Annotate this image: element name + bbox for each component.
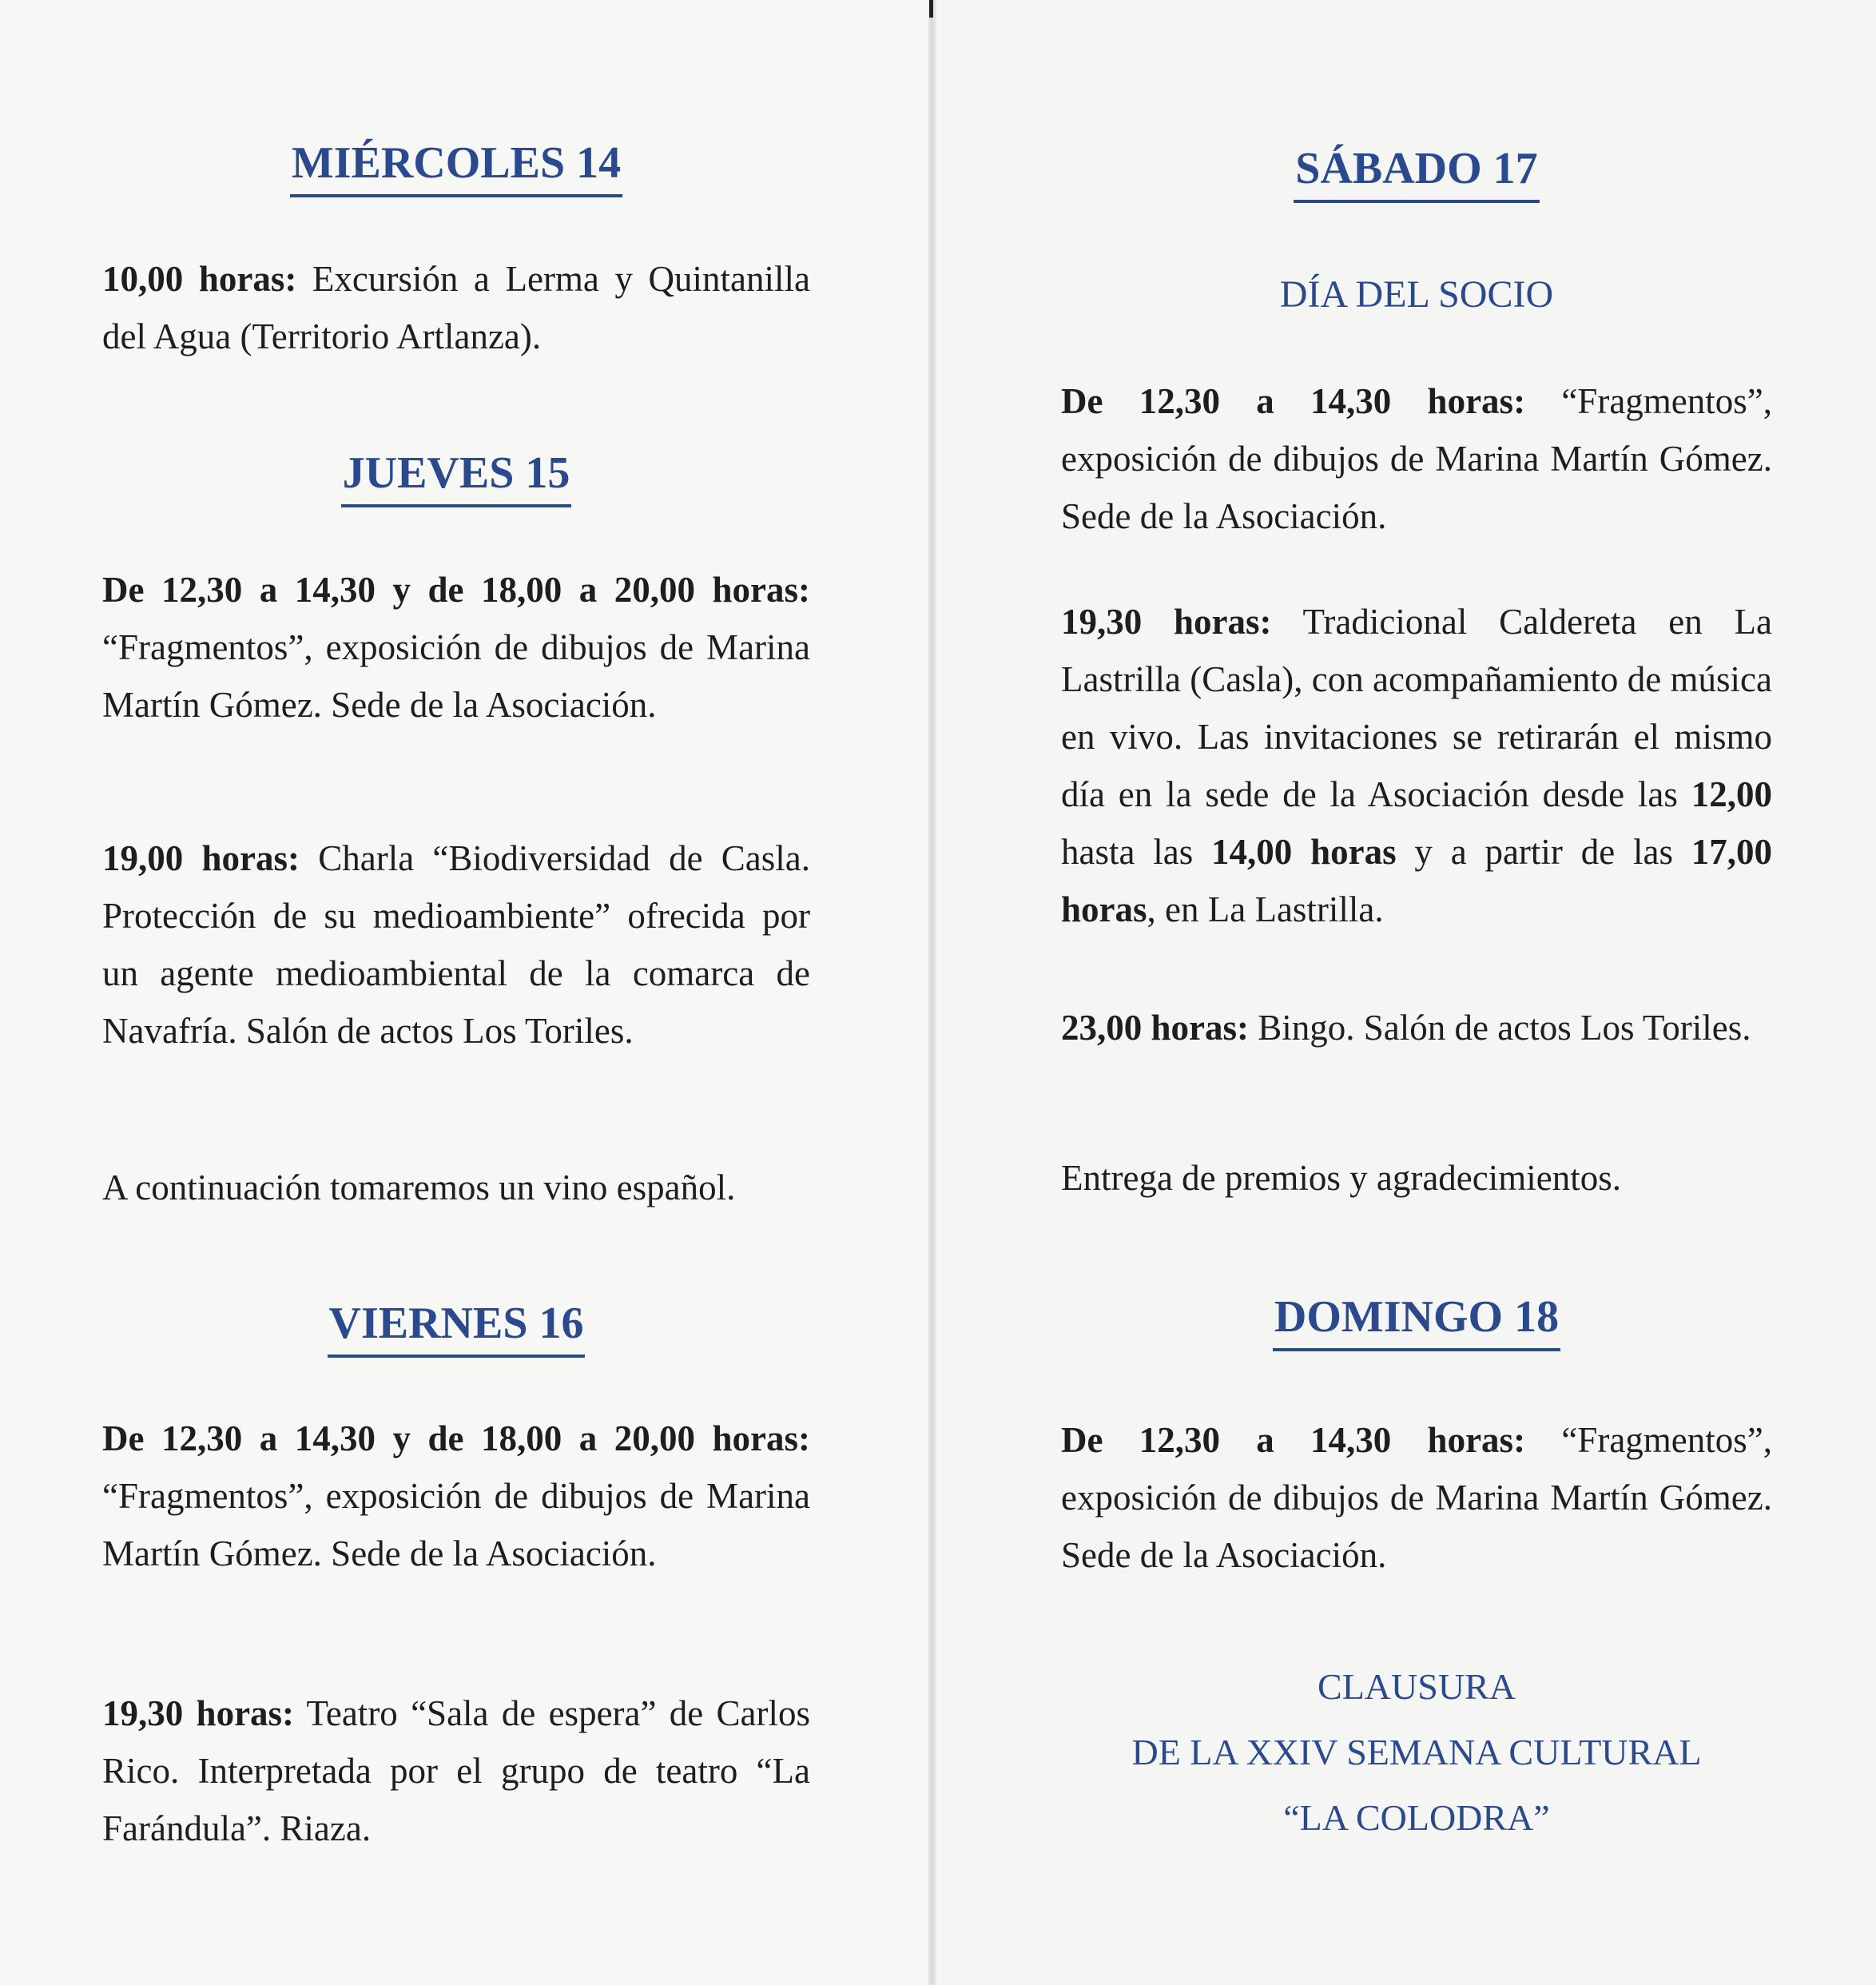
page-fold	[928, 0, 936, 1985]
day-heading-domingo: DOMINGO 18	[1061, 1295, 1772, 1339]
event-time: 19,30 horas:	[1061, 602, 1272, 642]
event-time: De 12,30 a 14,30 y de 18,00 a 20,00 horas:	[102, 1418, 810, 1458]
event-text: Entrega de premios y agradecimientos.	[1061, 1158, 1621, 1198]
day-heading-sabado: SÁBADO 17	[1061, 146, 1772, 191]
day-heading-viernes: VIERNES 16	[102, 1301, 810, 1346]
event-time: 19,00 horas:	[102, 838, 300, 878]
event-text: Teatro “Sala de espera” de Carlos Rico. Interpretada por el grupo de teatro “La Farándula”. Riaza.	[102, 1693, 811, 1848]
fold-mark	[929, 0, 933, 18]
event-time: De 12,30 a 14,30 horas:	[1061, 381, 1526, 421]
event-time: De 12,30 a 14,30 horas:	[1061, 1420, 1526, 1460]
event-jueves-3	[102, 1159, 810, 1216]
event-domingo-1	[1061, 1411, 1772, 1584]
event-text: Charla “Biodiversidad de Casla. Protección de su medioambiente” ofrecida por un agente medioambiental de la comarca de Navafría. Salón de actos Los Toriles.	[102, 838, 810, 1051]
event-sabado-1	[1061, 372, 1772, 545]
event-viernes-2	[102, 1685, 810, 1857]
event-time: 19,30 horas:	[102, 1693, 295, 1733]
event-jueves-2	[102, 829, 810, 1060]
event-time: 10,00 horas:	[102, 259, 297, 299]
clausura-line-3: “LA COLODRA”	[1283, 1797, 1550, 1838]
day-heading-miercoles: MIÉRCOLES 14	[102, 141, 810, 185]
day-heading-jueves: JUEVES 15	[102, 451, 810, 495]
event-time: De 12,30 a 14,30 y de 18,00 a 20,00 horas:	[102, 570, 810, 610]
event-miercoles-1	[102, 250, 810, 365]
event-sabado-3	[1061, 999, 1772, 1056]
event-text: “Fragmentos”, exposición de dibujos de Marina Martín Gómez. Sede de la Asociación.	[102, 627, 810, 725]
event-text: “Fragmentos”, exposición de dibujos de Marina Martín Gómez. Sede de la Asociación.	[1061, 381, 1773, 536]
clausura-block	[1061, 1654, 1772, 1851]
event-text: Excursión a Lerma y Quintanilla del Agua (Territorio Artlanza).	[102, 259, 811, 356]
event-sabado-2: 19,30 horas: Tradicional Caldereta en La Lastrilla (Casla), con acompañamiento de música en vivo. Las invitaciones se retirarán el mismo día en la sede de la Asociación desde las 12,00 hasta las 14,00 horas y a partir de las 17,00 horas, en La Lastrilla.	[1061, 602, 1773, 929]
event-text: Bingo. Salón de actos Los Toriles.	[1249, 1008, 1751, 1048]
event-sabado-4	[1061, 1149, 1772, 1207]
event-viernes-1	[102, 1410, 810, 1582]
clausura-line-2: DE LA XXIV SEMANA CULTURAL	[1131, 1732, 1702, 1772]
event-jueves-1	[102, 561, 810, 734]
event-text: “Fragmentos”, exposición de dibujos de Marina Martín Gómez. Sede de la Asociación.	[102, 1476, 810, 1573]
clausura-line-1: CLAUSURA	[1318, 1666, 1516, 1707]
event-text: A continuación tomaremos un vino español.	[102, 1168, 736, 1207]
dia-del-socio-subtitle: DÍA DEL SOCIO	[1279, 273, 1554, 316]
event-text: “Fragmentos”, exposición de dibujos de Marina Martín Gómez. Sede de la Asociación.	[1061, 1420, 1773, 1575]
event-time: 23,00 horas:	[1061, 1008, 1249, 1048]
